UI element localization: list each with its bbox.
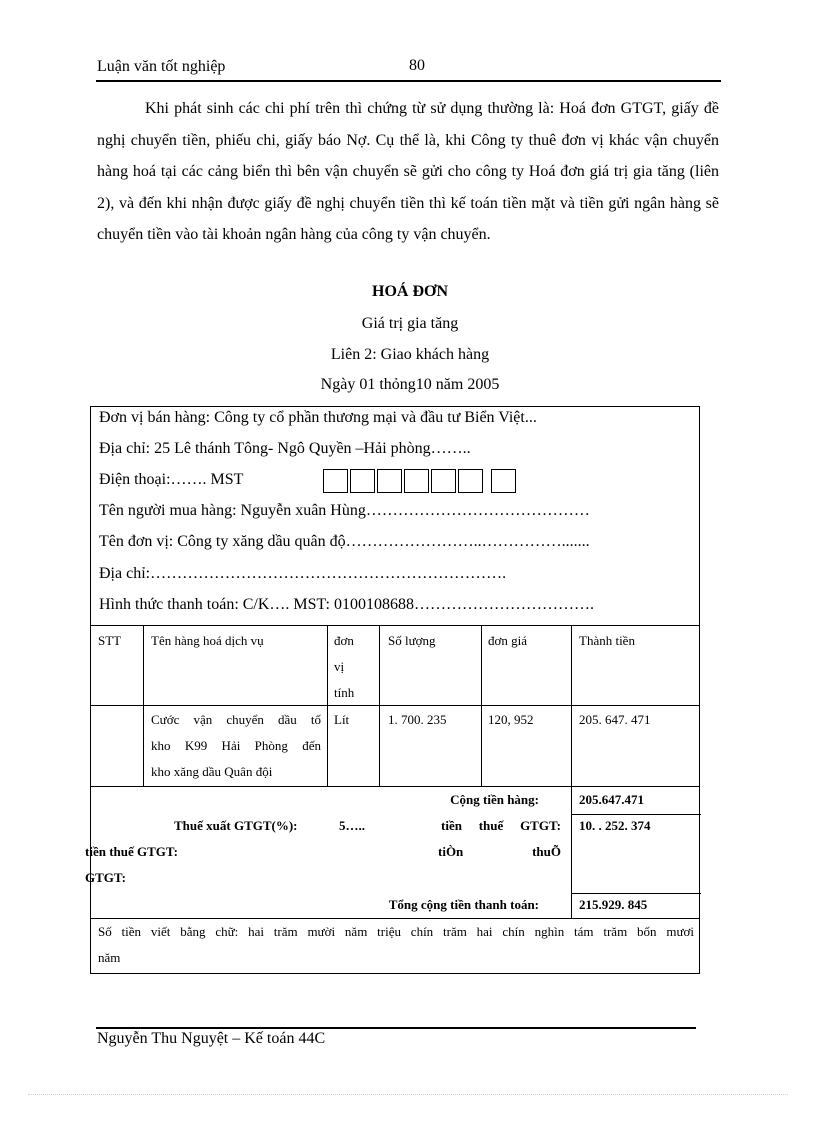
running-header-title: Luận văn tốt nghiệp: [97, 58, 226, 75]
vat-left-label: tiền thuế GTGT:: [85, 844, 178, 859]
page-number: 80: [409, 57, 425, 74]
vat-value: 10. . 252. 374: [579, 818, 651, 833]
seller-line: Đơn vị bán hàng: Công ty cổ phần thương mại và đầu tư Biển Việt...: [99, 409, 537, 426]
item-price: 120, 952: [488, 712, 534, 727]
invoice-date: Ngày 01 thỏng10 năm 2005: [320, 376, 500, 393]
vat-amount-label-2: tiÒn thuÕ: [438, 844, 561, 859]
item-description-line: Cước vận chuyển dầu tố: [151, 712, 321, 727]
invoice-copy-label: Liên 2: Giao khách hàng: [330, 346, 490, 363]
mst-box: [404, 469, 429, 493]
item-amount: 205. 647. 471: [579, 712, 651, 727]
mst-box: [431, 469, 456, 493]
col-header-unit-line: tính: [334, 685, 355, 700]
page-edge-line: [28, 1094, 788, 1095]
mst-box: [350, 469, 375, 493]
column-divider: [379, 625, 380, 786]
vat-rate-value: 5…..: [339, 818, 365, 833]
mst-box: [323, 469, 348, 493]
item-description-line: kho xăng dầu Quân đội: [151, 764, 273, 779]
footer-author: Nguyễn Thu Nguyệt – Kế toán 44C: [97, 1030, 326, 1047]
phone-mst-line: Điện thoại:……. MST: [99, 471, 244, 488]
mst-box: [458, 469, 483, 493]
invoice-title: HOÁ ĐƠN: [372, 283, 448, 300]
col-header-unit: [334, 628, 378, 706]
mst-box: [377, 469, 402, 493]
table-top-border: [91, 625, 699, 626]
invoice-subtitle: Giá trị gia tăng: [361, 315, 459, 332]
item-quantity: 1. 700. 235: [388, 712, 447, 727]
total-label: Tổng cộng tiền thanh toán:: [388, 897, 539, 912]
col-header-unit-line: đơn: [334, 633, 354, 648]
col-header-description: Tên hàng hoá dịch vụ: [151, 633, 264, 648]
item-unit: Lít: [334, 712, 350, 727]
col-header-amount: Thành tiền: [579, 633, 635, 648]
vat-rate-label: Thuế xuất GTGT(%):: [174, 818, 298, 833]
column-divider: [571, 625, 572, 918]
footer-divider: [96, 1027, 696, 1029]
col-header-price: đơn giá: [488, 633, 528, 648]
column-divider: [327, 625, 328, 786]
vat-left-label-2: GTGT:: [85, 870, 126, 885]
vat-amount-label: tiền thuế GTGT:: [441, 818, 561, 833]
subtotal-value: 205.647.471: [579, 792, 644, 807]
item-description-line: kho K99 Hải Phòng đến: [151, 738, 321, 753]
amount-in-words-line: năm: [98, 950, 121, 965]
col-header-unit-line: vị: [334, 659, 345, 674]
invoice-form: [85, 406, 700, 974]
buyer-line: Tên người mua hàng: Nguyễn xuân Hùng……………………………………: [99, 502, 590, 519]
subtotal-label: Cộng tiền hàng:: [450, 792, 539, 807]
seller-address-line: Địa chỉ: 25 Lê thánh Tông- Ngô Quyền –Hải phòng……..: [99, 440, 471, 457]
body-paragraph: Khi phát sinh các chi phí trên thì chứng từ sử dụng thường là: Hoá đơn GTGT, giấy đề nghị chuyển tiền, phiếu chi, giấy báo Nợ. Cụ thể là, khi Công ty thuê đơn vị khác vận chuyển hàng hoá tại các cảng biển thì bên vận chuyển sẽ gửi cho công ty Hoá đơn giá trị gia tăng (liên 2), và đến khi nhận được giấy đề nghị chuyển tiền thì kế toán tiền mặt và tiền gửi ngân hàng sẽ chuyển tiền vào tài khoản ngân hàng của công ty vận chuyển.: [97, 100, 719, 243]
item-description: [151, 707, 321, 785]
mst-boxes: [323, 469, 518, 493]
buyer-address-line: Địa chỉ:………………………………………………………….: [99, 565, 507, 582]
buyer-unit-line: Tên đơn vị: Công ty xăng dầu quân độ……………………..…………….......: [99, 533, 590, 550]
amount-in-words-line: Số tiền viết bằng chữ: hai trăm mười năm triệu chín trăm hai chín nghìn tám trăm bốn mươi: [98, 924, 694, 939]
total-value: 215.929. 845: [579, 897, 648, 912]
col-header-quantity: Số lượng: [388, 633, 436, 648]
column-divider: [481, 625, 482, 786]
row-divider: [91, 705, 699, 706]
header-divider: [96, 80, 721, 82]
col-header-stt: STT: [98, 633, 122, 648]
column-divider: [143, 625, 144, 786]
mst-box: [491, 469, 516, 493]
payment-line: Hình thức thanh toán: C/K…. MST: 0100108688…………………………….: [99, 596, 594, 613]
